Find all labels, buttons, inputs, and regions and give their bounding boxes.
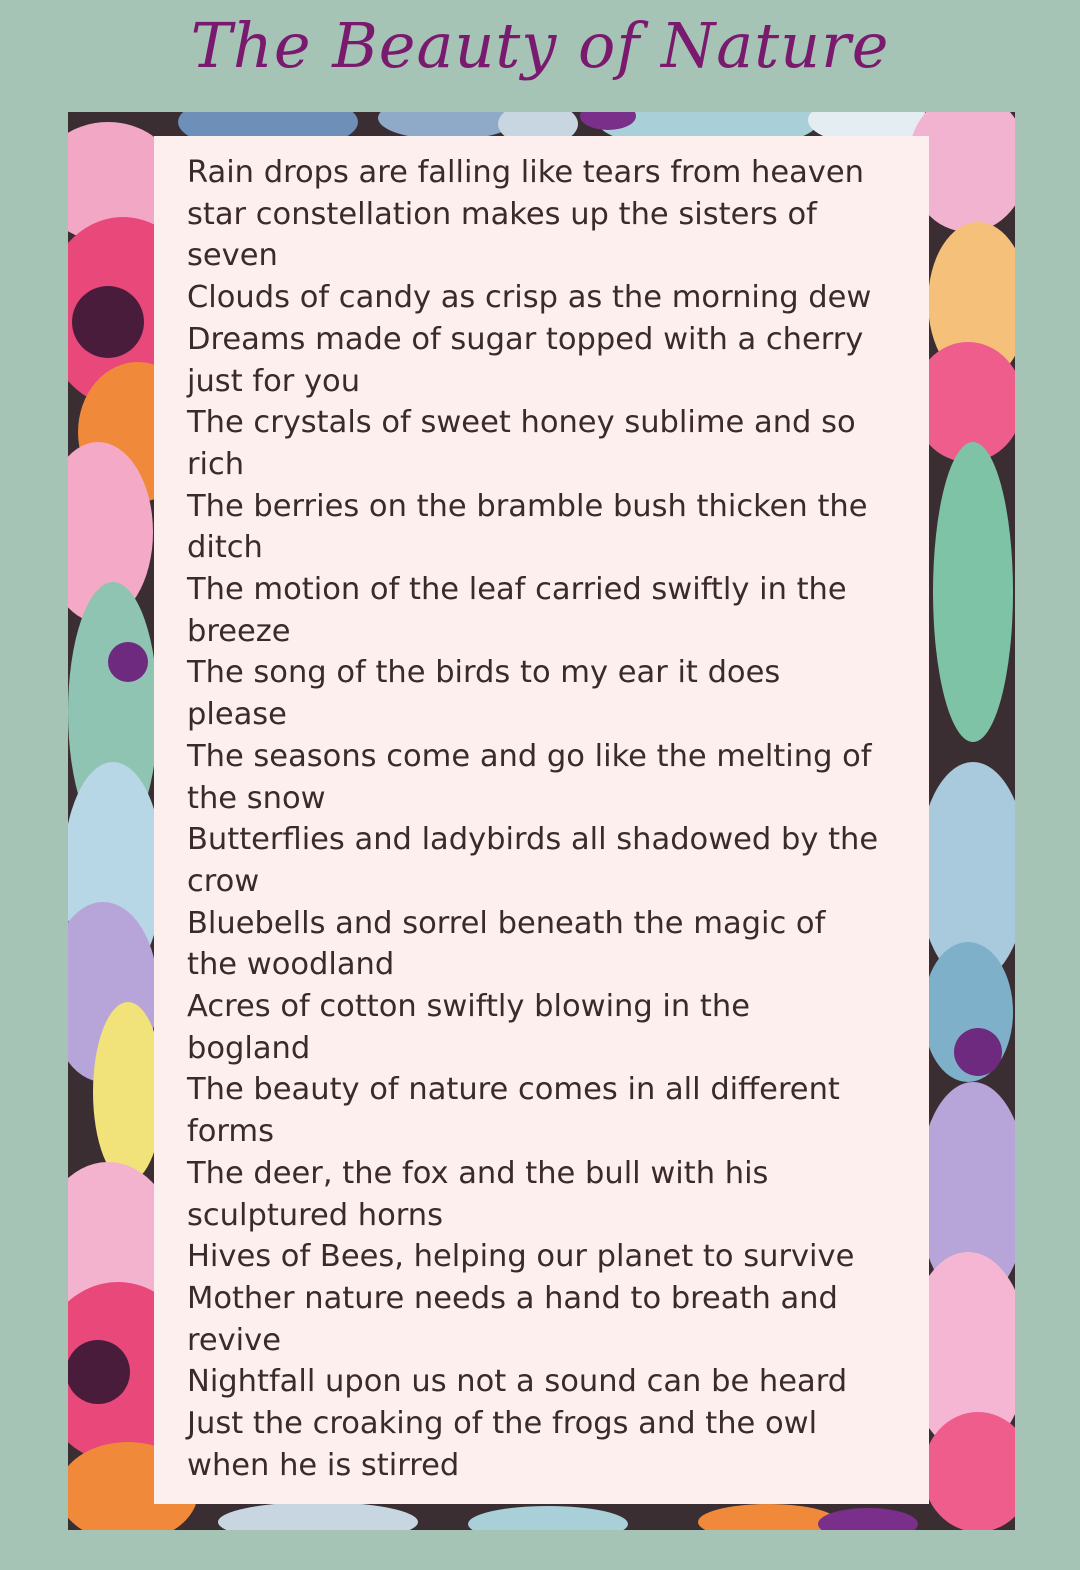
poem-line: Acres of cotton swiftly blowing in the	[187, 989, 750, 1025]
poem-line: The berries on the bramble bush thicken the	[187, 488, 868, 524]
poem-line: The deer, the fox and the bull with his	[187, 1155, 769, 1191]
poem-line: breeze	[187, 613, 291, 649]
poem-line: The seasons come and go like the melting of	[187, 738, 872, 774]
poem-line: Butterflies and ladybirds all shadowed by the	[187, 822, 879, 858]
poem-line: Hives of Bees, helping our planet to survive	[187, 1239, 855, 1275]
poem-line: The beauty of nature comes in all different	[187, 1072, 840, 1108]
poem-line: Dreams made of sugar topped with a cherry	[187, 321, 864, 357]
poem-line: The song of the birds to my ear it does	[187, 655, 781, 691]
poem-line: Bluebells and sorrel beneath the magic of	[187, 905, 826, 941]
poem-line: revive	[187, 1322, 281, 1358]
poem-line: Just the croaking of the frogs and the owl	[187, 1406, 818, 1442]
poem-line: Mother nature needs a hand to breath and	[187, 1280, 838, 1316]
poem-line: just for you	[187, 363, 361, 399]
poem-line: ditch	[187, 530, 263, 566]
poem-line: crow	[187, 863, 260, 899]
poem-line: rich	[187, 446, 245, 482]
poem-card	[154, 136, 929, 1504]
poem-line: forms	[187, 1114, 275, 1150]
poem-line: Nightfall upon us not a sound can be heard	[187, 1364, 848, 1400]
poem-line: when he is stirred	[187, 1447, 460, 1483]
poem-line: Clouds of candy as crisp as the morning dew	[187, 280, 872, 316]
poem-line: bogland	[187, 1030, 311, 1066]
poem-line: seven	[187, 238, 278, 274]
poem-line: The motion of the leaf carried swiftly in the	[187, 572, 847, 608]
page-title: The Beauty of Nature	[190, 9, 890, 82]
poem-line: the woodland	[187, 947, 395, 983]
poem-line: the snow	[187, 780, 326, 816]
poem-line: sculptured horns	[187, 1197, 444, 1233]
poem-line: Rain drops are falling like tears from heaven	[187, 155, 864, 190]
poem-lines	[187, 152, 909, 1487]
poem-line: star constellation makes up the sisters of	[187, 196, 817, 232]
poem-line: please	[187, 697, 287, 733]
poem-line: The crystals of sweet honey sublime and so	[187, 405, 856, 441]
